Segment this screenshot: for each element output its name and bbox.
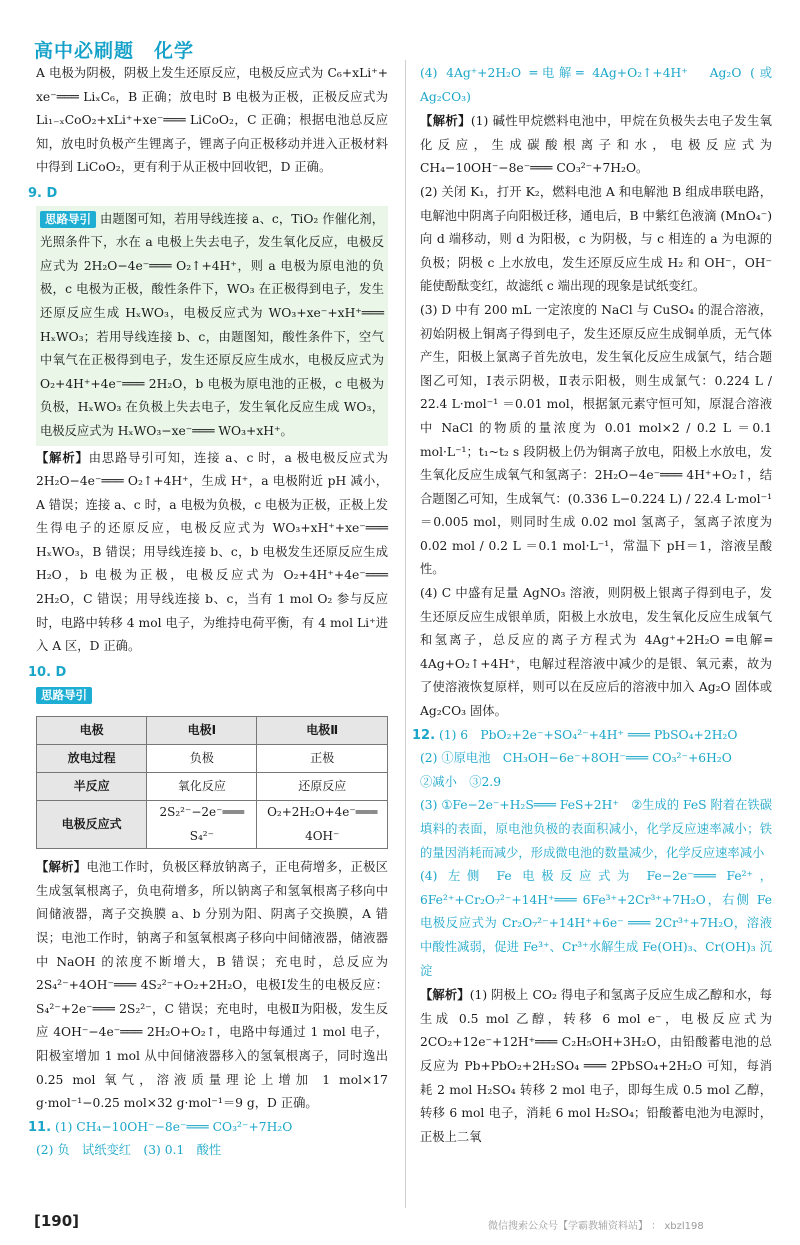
table-row-header: 半反应 [37, 773, 147, 801]
page-header-title: 高中必刷题 化学 [34, 40, 195, 62]
q9-analysis-text: 由思路导引可知，连接 a、c 时，a 极电极反应式为 2H₂O−4e⁻═══ O₂↑+4H⁺，生成 H⁺，a 电极附近 pH 减小，A 错误；连接 a、c 时，a 电极为负极，c 电极为正极，正极上发生得电子的还原反应，电极反应式为 WO₃+xH⁺+xe⁻═══ HₓWO₃，B 错误；用导线连接 b、c，b 电极发生还原反应生成 H₂O，b 电极为正极，电极反应式为 O₂+4H⁺+4e⁻═══ 2H₂O，C 错误；用导线连接 b、c，当有 1 mol O₂ 参与反应时，电路中转移 4 mol 电子，为维持电荷平衡，有 4 mol Li⁺进入 A 区，D 正确。 [36, 450, 388, 654]
table-row [37, 773, 388, 801]
table-header-cell: 电极 [37, 717, 147, 745]
q9-hint-tag: 思路导引 [40, 211, 96, 228]
q11-analysis-4: (4) C 中盛有足量 AgNO₃ 溶液，则阴极上银离子得到电子，发生还原反应生成银单质，阳极上水放电，发生氧化反应生成氧气和氢离子，总反应的离子方程式为 4Ag⁺+2H₂O ═电解═ 4Ag+O₂↑+4H⁺，电解过程溶液中减少的是银、氧元素，故为了使溶液恢复原样，则可以在反应后的溶液中加入 Ag₂O 固体或 Ag₂CO₃ 固体。 [420, 586, 772, 719]
q10-analysis [36, 855, 388, 1116]
q12-answer-4: (3) ①Fe−2e⁻+H₂S═══ FeS+2H⁺ ②生成的 FeS 附着在铁碳填料的表面，原电池负极的表面积减小，化学反应速率减小；铁的量因消耗而减少，形成微电池的数量减少，化学反应速率减小 [420, 798, 772, 860]
q11-answers [28, 1116, 388, 1140]
q10-hint-tag: 思路导引 [36, 687, 92, 704]
q12-number: 12. [412, 727, 436, 743]
table-header-cell: 电极Ⅰ [147, 717, 257, 745]
q11-answer-4: (4) 4Ag⁺+2H₂O ═电解═ 4Ag+O₂↑+4H⁺ Ag₂O (或 Ag₂CO₃) [420, 66, 772, 104]
q10-analysis-text: 电池工作时，负极区释放钠离子，正电荷增多，正极区生成氢氧根离子，负电荷增多，所以钠离子和氢氧根离子移向中间储液器，离子交换膜 a、b 分别为阳、阴离子交换膜，A 错误；电池工作时，钠离子和氢氧根离子移向中间储液器，储液器中 NaOH 的浓度不断增大，B 错误；充电时，总反应为 2S₄²⁻+4OH⁻═══ 4S₂²⁻+O₂+2H₂O，电极Ⅰ发生的电极反应：S₄²⁻+2e⁻═══ 2S₂²⁻，C 错误；充电时，电极Ⅱ为阳极，发生反应 4OH⁻−4e⁻═══ 2H₂O+O₂↑，电路中每通过 1 mol 电子，阳极室增加 1 mol 从中间储液器移入的氢氧根离子，同时逸出 0.25 mol 氧气，溶液质量理论上增加 1 mol×17 g·mol⁻¹−0.25 mol×32 g·mol⁻¹＝9 g，D 正确。 [36, 860, 388, 1111]
q11-analysis-2: (2) 关闭 K₁，打开 K₂，燃料电池 A 和电解池 B 组成串联电路，电解池中阴离子向阳极迁移，通电后，B 中紫红色液滴 (MnO₄⁻) 向 d 端移动，则 d 为阳极，c 为阴极，与 c 相连的 a 为电源的负极；阴极 c 上水放电，发生还原反应生成 H₂ 和 OH⁻，OH⁻能使酚酞变红，故滤纸 c 端出现的现象是试纸变红。 [420, 184, 772, 294]
q9-analysis-tag: 【解析】 [36, 449, 89, 465]
table-cell: 2S₂²⁻−2e⁻═══ S₄²⁻ [147, 801, 257, 849]
table-row [37, 745, 388, 773]
table-cell: 正极 [257, 745, 388, 773]
q9-number: 9. D [28, 185, 58, 201]
q8-answer-continuation: A 电极为阴极，阴极上发生还原反应，电极反应式为 C₆+xLi⁺+ xe⁻═══ LiₓC₆，B 正确；放电时 B 电极为正极，正极反应式为 Li₁₋ₓCoO₂+xLi⁺+xe⁻═══ LiCoO₂，C 正确；根据电池总反应知，放电时负极产生锂离子，锂离子向正极移动并进入正极材料中得到 LiCoO₂，更有利于从正极中回收钯，D 正确。 [36, 66, 388, 175]
q10-number: 10. D [28, 664, 67, 680]
q10-analysis-tag: 【解析】 [36, 859, 87, 875]
q11-analysis-tag: 【解析】 [420, 113, 471, 129]
q12-analysis-text: (1) 阴极上 CO₂ 得电子和氢离子反应生成乙醇和水，每生成 0.5 mol 乙醇，转移 6 mol e⁻，电极反应式为 2CO₂+12e⁻+12H⁺═══ C₂H₅OH+3H₂O，由铅酸蓄电池的总反应为 Pb+PbO₂+2H₂SO₄ ═══ 2PbSO₄+2H₂O 可知，每消耗 2 mol H₂SO₄ 转移 2 mol 电子，即每生成 0.5 mol 乙醇，转移 6 mol 电子，消耗 6 mol H₂SO₄；铅酸蓄电池为电源时，正极上二氧 [420, 988, 772, 1144]
q9-hint-box [36, 206, 388, 446]
q11-number: 11. [28, 1119, 52, 1135]
column-divider [405, 60, 406, 1208]
q11-analysis-3: (3) D 中有 200 mL 一定浓度的 NaCl 与 CuSO₄ 的混合溶液，初始阴极上铜离子得到电子，发生还原反应生成铜单质，无气体产生，阳极上氯离子首先放电，发生氧化反应生成氯气，结合题图乙可知，Ⅰ表示阴极，Ⅱ表示阳极，则生成氯气：0.224 L / 22.4 L·mol⁻¹ ＝0.01 mol，根据氯元素守恒可知，原混合溶液中 NaCl 的物质的量浓度为 0.01 mol×2 / 0.2 L ＝0.1 mol·L⁻¹；t₁~t₂ s 段阴极上仍为铜离子放电，阳极上水放电，发生氧化反应生成氧气和氢离子：2H₂O−4e⁻═══ 4H⁺+O₂↑，结合题图乙可知，生成氧气：(0.336 L−0.224 L) / 22.4 L·mol⁻¹ ＝0.005 mol，则同时生成 0.02 mol 氢离子，氢离子浓度为 0.02 mol / 0.2 L ＝0.1 mol·L⁻¹，常温下 pH＝1，溶液呈酸性。 [420, 302, 772, 577]
q12-answer-1 [412, 724, 772, 748]
q12-analysis [420, 983, 772, 1149]
table-header-cell: 电极Ⅱ [257, 717, 388, 745]
q12-answer-5: (4) 左侧 Fe 电极反应式为 Fe−2e⁻═══ Fe²⁺，6Fe²⁺+Cr₂O₇²⁻+14H⁺═══ 6Fe³⁺+2Cr³⁺+7H₂O，右侧 Fe 电极反应式为 Cr₂O₇²⁻+14H⁺+6e⁻ ═══ 2Cr³⁺+7H₂O，溶液中酸性减弱，促进 Fe³⁺、Cr³⁺水解生成 Fe(OH)₃、Cr(OH)₃ 沉淀 [420, 869, 772, 978]
right-column [412, 62, 772, 1149]
table-cell: O₂+2H₂O+4e⁻═══ 4OH⁻ [257, 801, 388, 849]
table-cell: 氧化反应 [147, 773, 257, 801]
table-cell: 负极 [147, 745, 257, 773]
q12-answer-1-text: (1) 6 PbO₂+2e⁻+SO₄²⁻+4H⁺ ═══ PbSO₄+2H₂O [438, 727, 738, 742]
electrode-table [36, 716, 388, 849]
left-column [28, 62, 388, 1163]
q12-analysis-tag: 【解析】 [420, 987, 470, 1003]
table-row [37, 801, 388, 849]
q11-answer-1: (1) CH₄−10OH⁻−8e⁻═══ CO₃²⁻+7H₂O [54, 1119, 293, 1134]
q12-answer-3: ②减小 ③2.9 [420, 774, 502, 789]
q11-analysis-1 [420, 109, 772, 181]
q9-hint-text: 由题图可知，若用导线连接 a、c，TiO₂ 作催化剂，光照条件下，水在 a 电极上失去电子，发生氧化反应，电极反应式为 2H₂O−4e⁻═══ O₂↑+4H⁺，则 a 电极为原电池的负极，c 电极为正极，酸性条件下，WO₃ 在正极得到电子，发生还原反应生成 HₓWO₃，电极反应式为 WO₃+xe⁻+xH⁺═══ HₓWO₃；若用导线连接 b、c，由题图知，酸性条件下，空气中氧气在正极得到电子，发生还原反应生成水，电极反应式为 O₂+4H⁺+4e⁻═══ 2H₂O，b 电极为原电池的正极，c 电极为负极，HₓWO₃ 在负极上失去电子，发生氧化反应生成 WO₃，电极反应式为 HₓWO₃−xe⁻═══ WO₃+xH⁺。 [40, 211, 384, 438]
watermark-text: 微信搜索公众号【学霸教辅资料站】 ： xbzl198 [488, 1221, 704, 1232]
table-row-header: 放电过程 [37, 745, 147, 773]
table-cell: 还原反应 [257, 773, 388, 801]
q11-analysis-text-1: (1) 碱性甲烷燃料电池中，甲烷在负极失去电子发生氧化反应，生成碳酸根离子和水，电极反应式为 CH₄−10OH⁻−8e⁻═══ CO₃²⁻+7H₂O。 [420, 114, 772, 176]
q12-answer-2: (2) ①原电池 CH₃OH−6e⁻+8OH⁻═══ CO₃²⁻+6H₂O [420, 751, 732, 766]
q9-analysis [36, 446, 388, 659]
q11-answer-2: (2) 负 试纸变红 (3) 0.1 酸性 [36, 1143, 222, 1158]
table-row-header: 电极反应式 [37, 801, 147, 849]
table-row [37, 717, 388, 745]
page-number: [190] [34, 1212, 80, 1230]
